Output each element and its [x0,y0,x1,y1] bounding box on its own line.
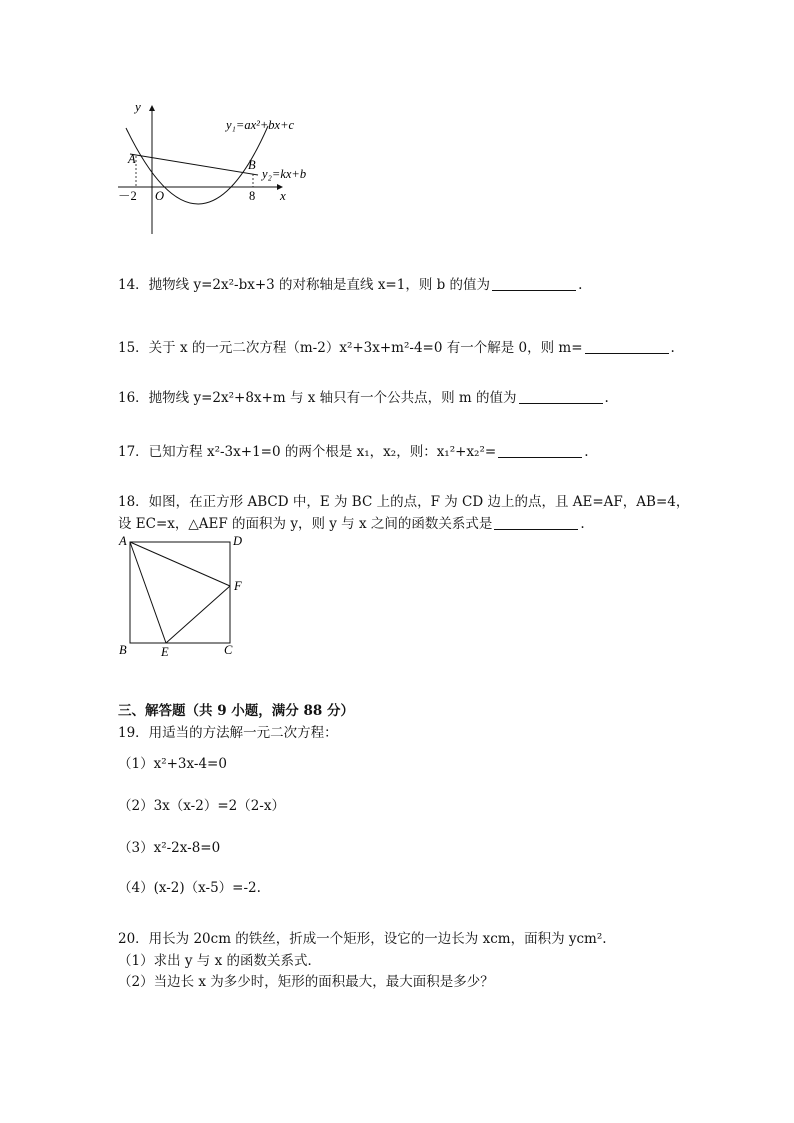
tick-8: 8 [249,189,256,203]
question-16-end: . [604,390,609,406]
point-a-label: A [128,152,136,166]
segment-ef [166,586,230,643]
question-17-text: 17．已知方程 x²-3x+1=0 的两个根是 x₁，x₂，则：x₁²+x₂²= [118,444,497,460]
origin-label: O [155,189,165,203]
question-18-line1 [118,492,689,512]
vertex-a-label: A [119,534,127,548]
answer-blank-18[interactable] [494,515,578,530]
answer-blank-15[interactable] [585,339,669,354]
question-18-end: . [580,516,585,532]
answer-blank-17[interactable] [498,443,582,458]
question-15-text: 15．关于 x 的一元二次方程（m-2）x²+3x+m²-4=0 有一个解是 0，则 m= [118,340,583,356]
question-15-end: . [670,340,675,356]
y-axis-label: y [135,99,141,114]
question-17-end: . [584,444,589,460]
question-20-part1: （1）求出 y 与 x 的函数关系式． [118,953,321,969]
question-19-title: 19．用适当的方法解一元二次方程： [118,725,338,741]
vertex-e-label: E [161,645,169,659]
section-3-title: 三、解答题（共 9 小题，满分 88 分） [118,703,354,719]
answer-blank-14[interactable] [492,276,576,291]
vertex-c-label: C [224,643,233,657]
line-ab [130,154,258,175]
question-14-end: . [578,277,583,293]
answer-blank-16[interactable] [519,389,603,404]
square-figure [114,532,254,660]
curve1-label: y₁=ax²+bx+c [226,118,295,132]
question-19-part1: （1）x²+3x-4=0 [118,756,227,772]
vertex-f-label: F [234,579,242,593]
point-b-label: B [248,158,256,172]
question-19-part2: （2）3x（x-2）=2（2-x） [118,798,285,814]
tick-neg2: －2 [118,189,137,203]
question-15 [118,338,675,358]
segment-af [130,542,230,586]
vertex-d-label: D [233,534,243,548]
vertex-b-label: B [119,643,127,657]
question-14-text: 14．抛物线 y=2x²-bx+3 的对称轴是直线 x=1，则 b 的值为 [118,277,491,293]
segment-ae [130,542,166,643]
question-18-line2 [118,514,585,534]
question-20-part2: （2）当边长 x 为多少时，矩形的面积最大，最大面积是多少？ [118,974,494,990]
question-18-text1: 18．如图，在正方形 ABCD 中，E 为 BC 上的点，F 为 CD 边上的点，且 AE=AF，AB=4， [118,494,690,510]
question-20-title: 20．用长为 20cm 的铁丝，折成一个矩形，设它的一边长为 xcm，面积为 ycm². [118,931,607,947]
parabola-line-graph [112,96,332,238]
question-19-part3: （3）x²-2x-8=0 [118,840,221,856]
question-18-text2: 设 EC=x，△AEF 的面积为 y，则 y 与 x 之间的函数关系式是 [118,516,493,532]
question-17 [118,442,589,462]
question-19-part4: （4）(x-2)（x-5）=-2. [118,880,261,896]
question-16 [118,388,609,408]
x-axis-label: x [280,188,286,203]
question-16-text: 16．抛物线 y=2x²+8x+m 与 x 轴只有一个公共点，则 m 的值为 [118,390,517,406]
question-14 [118,275,582,295]
curve2-label: y₂=kx+b [262,167,307,181]
square-abcd [130,542,230,643]
